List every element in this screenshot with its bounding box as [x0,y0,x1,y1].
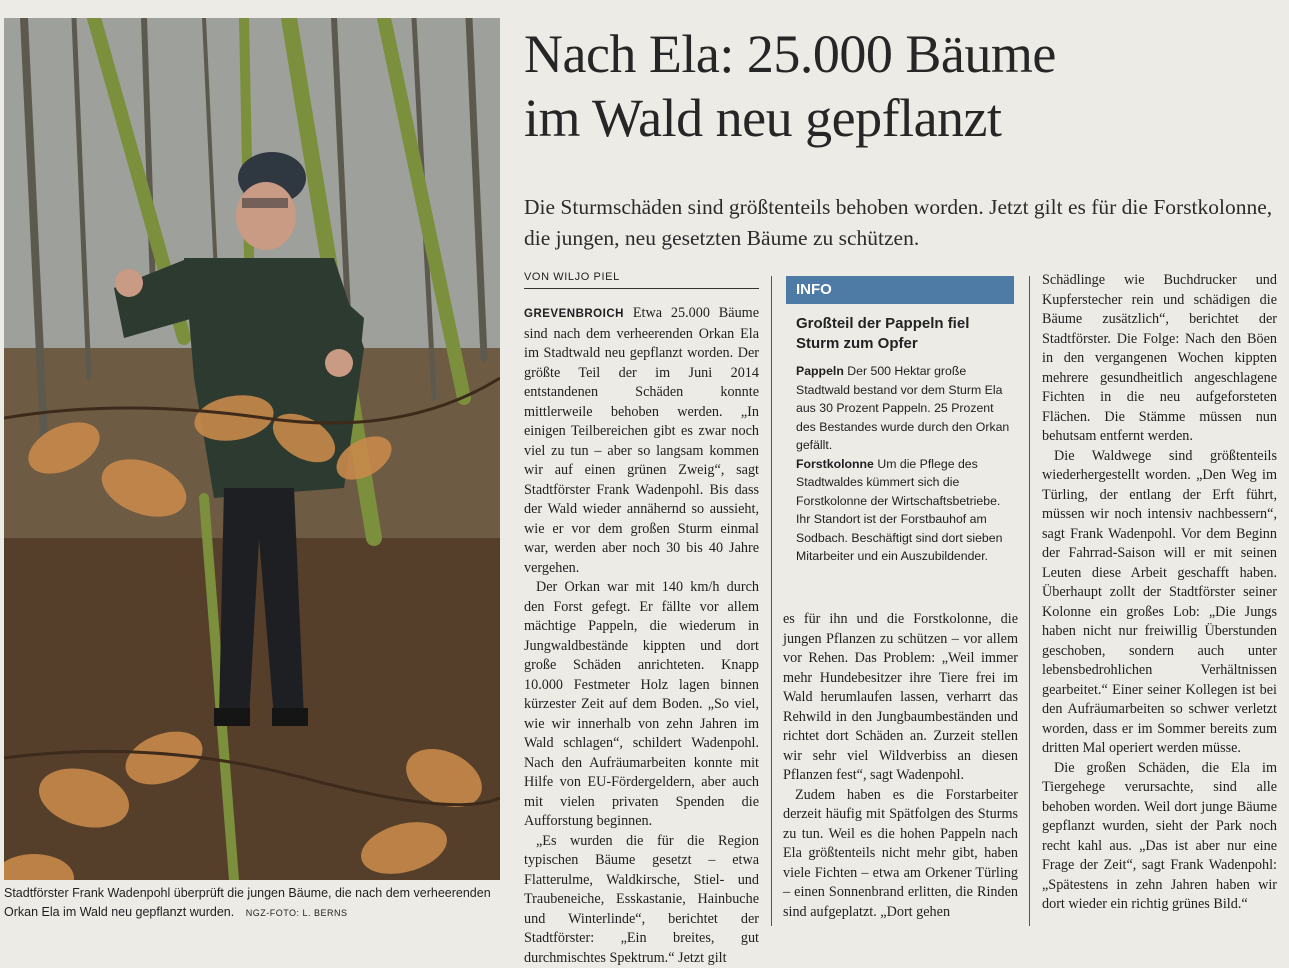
info-box [786,276,1014,586]
headline-line-2: im Wald neu gepflanzt [524,86,1284,150]
info-title: Großteil der Pappeln fiel Sturm zum Opfer [796,314,1014,354]
headline [524,22,1284,150]
subheadline: Die Sturmschäden sind größtenteils behoben worden. Jetzt gilt es für die Forstkolonne, die jungen, neu gesetzten Bäume zu schützen. [524,192,1284,254]
headline-line-1: Nach Ela: 25.000 Bäume [524,22,1284,86]
byline: VON WILJO PIEL [524,271,620,283]
article-column-3 [1042,271,1277,915]
info-label: INFO [786,276,1014,304]
info-text-pappeln: Der 500 Hektar große Stadtwald bestand vor dem Sturm Ela aus 30 Prozent Pappeln. 25 Prozent des Bestandes wurde durch den Orkan gefällt. [796,364,1009,452]
paragraph: es für ihn und die Forstkolonne, die jungen Pflanzen zu schützen – vor allem vor Rehen. Das Problem: „Weil immer mehr Hundebesitzer ihre Tiere frei im Wald herumlaufen lassen, verharrt das Rehwild in den Jungbaumbeständen und richtet dort Schäden an. Zurzeit stellen wir sehr viel Wildverbiss an diesen Pflanzen fest“, sagt Wadenpohl. [783,610,1018,786]
info-text-forstkolonne: Um die Pflege des Stadtwaldes kümmert sich die Forstkolonne der Wirtschaftsbetriebe. Ihr Standort ist der Forstbauhof am Sodbach. Beschäftigt sind dort sieben Mitarbeiter und ein Auszubildender. [796,457,1002,564]
article-photo [4,18,500,880]
paragraph-text: Etwa 25.000 Bäume sind nach dem verheerenden Orkan Ela im Stadtwald neu gepflanzt worden. Der größte Teil der im Juni 2014 entstandenen Schäden konnte mittlerweile behoben werden. „In einigen Teilbereichen gibt es zwar noch viel zu tun – aber so langsam kommen wir auf einen grünen Zweig“, sagt Stadtförster Frank Wadenpohl. Bis dass der Wald wieder annähernd so aussieht, wie er vor dem großen Sturm einmal war, werden aber noch 30 bis 40 Jahre vergehen. [524,305,759,576]
paragraph: Der Orkan war mit 140 km/h durch den Forst gefegt. Er fällte vor allem mächtige Pappeln, die wiederum in Jungwaldbestände kippten und dort große Schäden anrichteten. Knapp 10.000 Festmeter Holz lagen binnen kürzester Zeit auf dem Boden. „So viel, wie wir innerhalb von zehn Jahren im Wald schlagen“, schildert Wadenpohl. Nach den Aufräumarbeiten konnte mit Hilfe von EU-Fördergeldern, aber auch mit vielen privaten Spenden die Aufforstung beginnen. [524,578,759,832]
paragraph: Schädlinge wie Buchdrucker und Kupferstecher rein und schädigen die Bäume zusätzlich“, berichtet der Stadtförster. Die Folge: Nach den Böen in den vergangenen Wochen kippten mehrere gesundheitlich angeschlagene Fichten in die neu aufgeforsteten Flächen. Die Stämme müssen nun behutsam entfernt werden. [1042,271,1277,447]
article-column-1 [524,304,759,968]
column-divider [771,276,772,926]
paragraph: Zudem haben es die Forstarbeiter derzeit häufig mit Spätfolgen des Sturms zu tun. Weil es die hohen Pappeln nach Ela größtenteils nicht mehr gibt, haben viele Fichten – etwa am Orkener Türling – einen Sonnenbrand erlitten, die Rinden sind aufgeplatzt. „Dort gehen [783,786,1018,923]
info-lead-forstkolonne: Forstkolonne [796,457,874,471]
byline-rule [524,288,759,289]
info-body [796,362,1011,566]
forest-photo-illustration [4,18,500,880]
paragraph: „Es wurden die für die Region typischen Bäume gesetzt – etwa Flatterulme, Waldkirsche, Stiel- und Traubeneiche, Esskastanie, Hainbuche und Winterlinde“, berichtet der Stadtförster: „Ein breites, gut durchmischtes Spektrum.“ Jetzt gilt [524,832,759,968]
dateline: GREVENBROICH [524,308,624,320]
paragraph: Die großen Schäden, die Ela im Tiergehege verursachte, sind alle behoben worden. Weil dort junge Bäume gepflanzt wurden, sieht der Park noch recht kahl aus. „Das ist aber nur eine Frage der Zeit“, sagt Frank Wadenpohl: „Spätestens in zehn Jahren haben wir dort wieder ein richtig grünes Bild.“ [1042,759,1277,915]
caption-text: Stadtförster Frank Wadenpohl überprüft die jungen Bäume, die nach dem verheerenden Orkan Ela im Wald neu gepflanzt wurden. [4,886,491,919]
paragraph [524,304,759,578]
column-divider [1029,276,1030,926]
article-column-2 [783,610,1018,922]
photo-credit: NGZ-FOTO: L. BERNS [246,908,348,918]
paragraph: Die Waldwege sind größtenteils wiederhergestellt worden. „Den Weg im Türling, der entlang der Erft führt, müssen wir noch intensiv nachbessern“, sagt Frank Wadenpohl. Vor dem Beginn der Fahrrad-Saison will er mit seinen Leuten diese Arbeit geschafft haben. Überhaupt zollt der Stadtförster seiner Kolonne ein großes Lob: „Die Jungs haben nicht nur freiwillig Überstunden geschoben, sondern auch unter lebensbedrohlichen Verhältnissen gearbeitet.“ Einer seiner Kollegen ist bei den Aufräumarbeiten so schwer verletzt worden, dass er im Sommer bereits zum dritten Mal operiert werden müsse. [1042,447,1277,759]
photo-caption [4,884,500,923]
info-lead-pappeln: Pappeln [796,364,844,378]
